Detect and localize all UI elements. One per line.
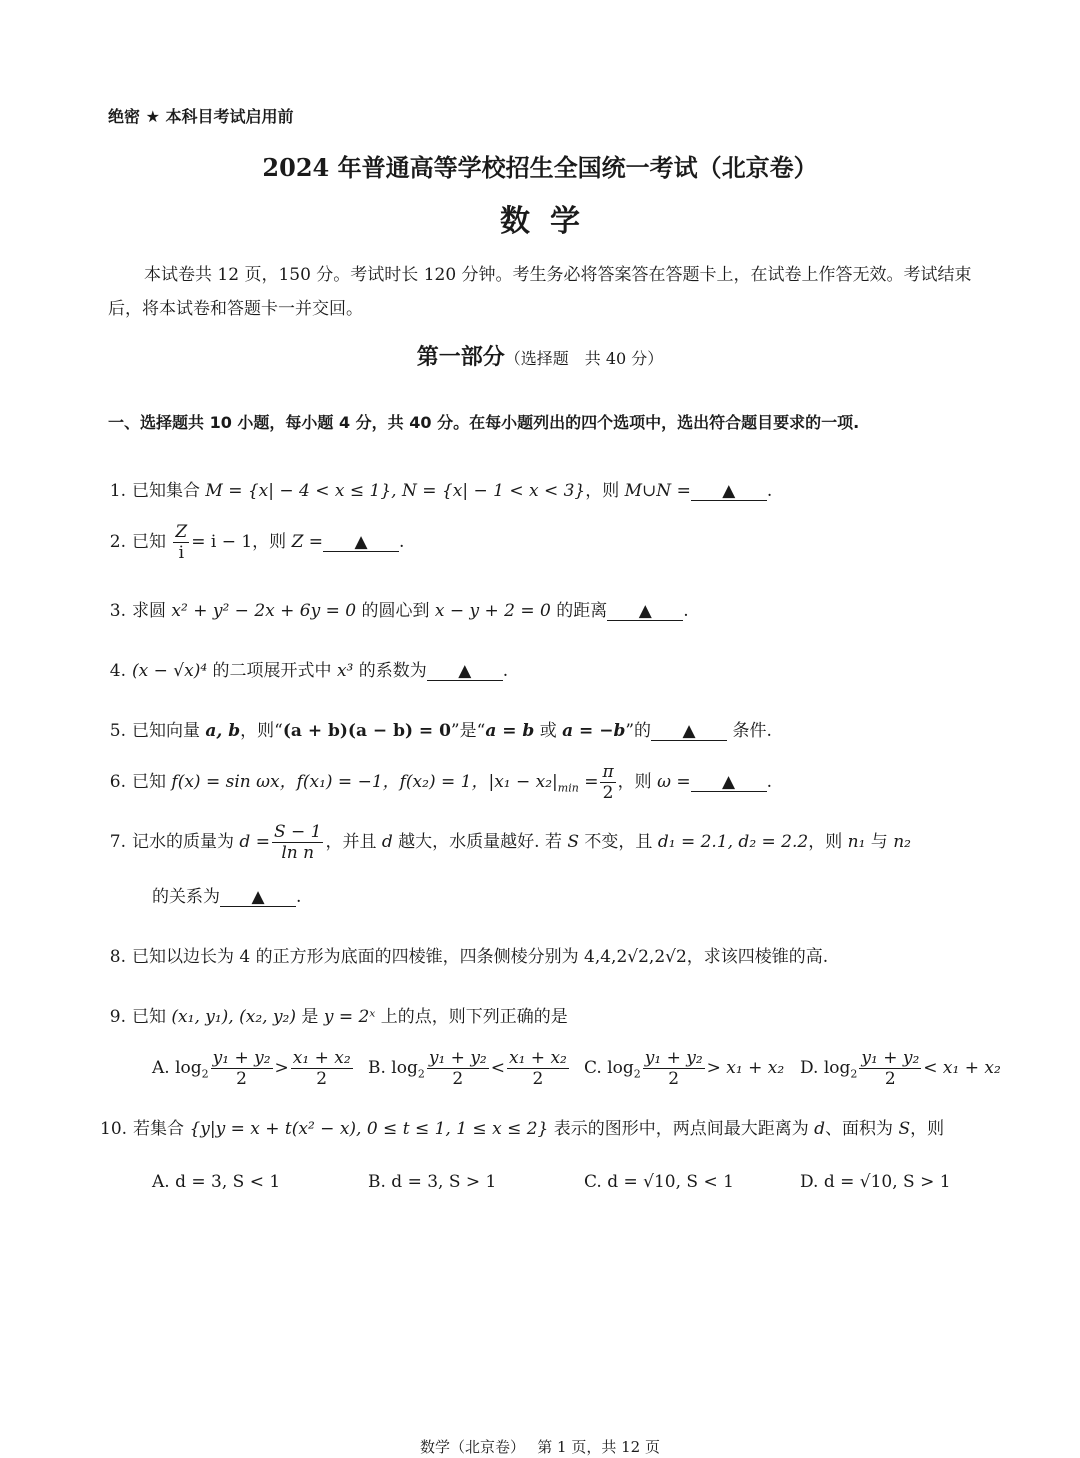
part-title: 第一部分 <box>416 345 505 370</box>
answer-blank[interactable]: ▲ <box>691 773 767 792</box>
math-expression: a = −b <box>562 721 626 741</box>
fraction-numerator: Z <box>175 522 188 542</box>
question-text: . <box>399 532 405 552</box>
question-text: 越大，水质量越好. 若 <box>392 832 568 852</box>
question-6 <box>100 762 772 803</box>
question-9 <box>100 1002 568 1027</box>
answer-blank[interactable]: ▲ <box>651 722 727 741</box>
question-text: 表示的图形中，两点间最大距离为 <box>548 1119 815 1139</box>
question-7 <box>100 822 911 863</box>
q10-option-a[interactable]: A. d = 3, S < 1 <box>152 1172 281 1192</box>
relation: > x₁ + x₂ <box>706 1058 785 1078</box>
fraction-numerator: y₁ + y₂ <box>644 1048 703 1068</box>
q9-option-b[interactable] <box>368 1048 571 1089</box>
confidential-label: 绝密 ★ 本科目考试启用前 <box>108 107 294 126</box>
question-text: . <box>766 772 772 792</box>
fraction-denominator: 2 <box>668 1069 680 1089</box>
subscript: 2 <box>417 1067 425 1081</box>
math-expression: S <box>567 832 580 852</box>
option-label: A. log <box>152 1058 202 1078</box>
question-text: 记水的质量为 <box>132 832 240 852</box>
subscript: min <box>557 781 579 795</box>
question-text: 已知 <box>132 772 172 792</box>
question-3 <box>100 596 689 621</box>
question-number: 8. <box>109 947 126 967</box>
q9-option-c[interactable] <box>584 1048 784 1089</box>
option-label: C. log <box>584 1058 634 1078</box>
answer-blank[interactable]: ▲ <box>427 662 503 681</box>
question-text: ，则 <box>617 772 658 792</box>
fraction-numerator: y₁ + y₂ <box>428 1048 487 1068</box>
question-text: 条件. <box>727 721 772 741</box>
fraction-numerator: y₁ + y₂ <box>212 1048 271 1068</box>
fraction <box>272 822 324 863</box>
fraction-denominator: 2 <box>316 1069 328 1089</box>
question-text: ，并且 <box>325 832 382 852</box>
fraction-numerator: x₁ + x₂ <box>509 1048 567 1068</box>
question-text: 与 <box>865 832 894 852</box>
exam-instructions: 本试卷共 12 页，150 分。考试时长 120 分钟。考生务必将答案答在答题卡上，在试卷上作答无效。考试结束后，将本试卷和答题卡一并交回。 <box>108 265 972 319</box>
relation: < <box>490 1058 505 1078</box>
question-text: 、面积为 <box>825 1119 899 1139</box>
fraction <box>507 1048 569 1089</box>
question-number: 4. <box>109 661 126 681</box>
math-expression: x³ <box>336 661 354 681</box>
relation: < x₁ + x₂ <box>923 1058 1001 1078</box>
math-expression: d <box>381 832 393 852</box>
question-text: 已知以边长为 4 的正方形为底面的四棱锥，四条侧棱分别为 4,4,2√2,2√2，求该四棱锥的高. <box>132 947 829 967</box>
option-label: D. log <box>800 1058 851 1078</box>
relation: > <box>274 1058 289 1078</box>
math-expression: f(x) = sin ωx，f(x₁) = −1，f(x₂) = 1，|x₁ − x₂| <box>171 772 558 792</box>
q10-option-d[interactable]: D. d = √10, S > 1 <box>800 1172 951 1192</box>
math-expression: (x₁, y₁), (x₂, y₂) <box>171 1007 297 1027</box>
fraction-numerator: π <box>602 762 614 782</box>
fraction <box>600 762 615 803</box>
fraction-numerator: y₁ + y₂ <box>861 1048 920 1068</box>
math-expression: d <box>814 1119 826 1139</box>
question-number: 9. <box>109 1007 126 1027</box>
math-expression: d = <box>239 832 270 852</box>
subject-title: 数学 <box>500 204 600 239</box>
question-number: 10. <box>100 1119 128 1139</box>
question-text: 的系数为 <box>353 661 427 681</box>
fraction <box>643 1048 705 1089</box>
math-expression: x − y + 2 = 0 <box>434 601 551 621</box>
question-text: 的二项展开式中 <box>207 661 337 681</box>
question-text: 的圆心到 <box>356 601 435 621</box>
question-text: ”是“ <box>450 721 486 741</box>
fraction-denominator: i <box>178 543 185 563</box>
question-7-line-2 <box>152 882 301 907</box>
question-10 <box>100 1114 944 1139</box>
question-text: 或 <box>534 721 563 741</box>
math-expression: Z = <box>291 532 324 552</box>
question-text: . <box>502 661 509 681</box>
fraction-denominator: ln n <box>281 843 315 863</box>
math-expression: d₁ = 2.1, d₂ = 2.2 <box>657 832 809 852</box>
question-text: ，则 <box>910 1119 945 1139</box>
question-text: . <box>296 887 302 907</box>
question-number: 6. <box>109 772 126 792</box>
math-expression: (a + b)(a − b) = 0 <box>282 721 451 741</box>
math-expression: S <box>898 1119 911 1139</box>
question-text: 已知 <box>132 1007 172 1027</box>
question-text: 已知 <box>132 532 172 552</box>
question-text: 的关系为 <box>152 887 220 907</box>
answer-blank[interactable]: ▲ <box>691 482 767 501</box>
question-4 <box>100 656 508 681</box>
fraction-denominator: 2 <box>452 1069 464 1089</box>
section-heading: 一、选择题共 10 小题，每小题 4 分，共 40 分。在每小题列出的四个选项中，选出符合题目要求的一项. <box>108 413 860 432</box>
fraction <box>291 1048 353 1089</box>
exam-title: 2024 年普通高等学校招生全国统一考试（北京卷） <box>262 153 818 182</box>
question-8 <box>100 942 828 967</box>
question-text: ，则 <box>252 532 292 552</box>
fraction <box>427 1048 489 1089</box>
question-text: ，则“ <box>240 721 283 741</box>
fraction-denominator: 2 <box>532 1069 544 1089</box>
page-footer: 数学（北京卷） 第 1 页，共 12 页 <box>420 1438 660 1456</box>
subscript: 2 <box>633 1067 641 1081</box>
question-text: ，则 <box>808 832 848 852</box>
question-text: ”的 <box>625 721 652 741</box>
math-expression: {y|y = x + t(x² − x), 0 ≤ t ≤ 1, 1 ≤ x ≤ 2} <box>189 1119 549 1139</box>
question-text: . <box>766 481 773 501</box>
math-expression: ω = <box>657 772 691 792</box>
math-expression: n₂ <box>893 832 911 852</box>
question-text: ，则 <box>585 481 625 501</box>
q10-option-c[interactable]: C. d = √10, S < 1 <box>584 1172 734 1192</box>
answer-blank[interactable]: ▲ <box>220 888 296 907</box>
question-text: 是 <box>296 1007 324 1027</box>
math-expression: a = b <box>485 721 535 741</box>
subscript: 2 <box>850 1067 858 1081</box>
question-number: 5. <box>109 721 126 741</box>
q9-option-d[interactable] <box>800 1048 1001 1089</box>
answer-blank[interactable]: ▲ <box>323 533 399 552</box>
question-text: . <box>683 601 689 621</box>
math-expression: y = 2ˣ <box>323 1007 376 1027</box>
question-number: 2. <box>109 532 126 552</box>
question-5 <box>100 716 772 741</box>
math-expression: = i − 1 <box>191 532 253 552</box>
question-number: 7. <box>109 832 126 852</box>
math-expression: n₁ <box>847 832 866 852</box>
part-note: （选择题 共 40 分） <box>504 349 664 368</box>
math-expression: M = {x| − 4 < x ≤ 1}, N = {x| − 1 < x < 3} <box>205 481 586 501</box>
answer-blank[interactable]: ▲ <box>607 602 683 621</box>
fraction <box>211 1048 273 1089</box>
option-label: B. log <box>368 1058 418 1078</box>
math-expression: M∪N = <box>624 481 691 501</box>
fraction-denominator: 2 <box>602 783 614 803</box>
question-number: 3. <box>109 601 126 621</box>
question-number: 1. <box>109 481 126 501</box>
fraction-denominator: 2 <box>236 1069 247 1089</box>
question-text: 若集合 <box>133 1119 190 1139</box>
math-expression: x² + y² − 2x + 6y = 0 <box>171 601 357 621</box>
question-text: 已知向量 <box>132 721 206 741</box>
question-1 <box>100 476 772 501</box>
math-expression: a, b <box>205 721 241 741</box>
question-text: 不变，且 <box>579 832 658 852</box>
question-text: 的距离 <box>550 601 608 621</box>
question-2 <box>100 522 404 563</box>
part-heading <box>0 340 1080 371</box>
fraction-denominator: 2 <box>884 1069 896 1089</box>
fraction <box>859 1048 921 1089</box>
question-text: 上的点，则下列正确的是 <box>375 1007 568 1027</box>
subscript: 2 <box>201 1067 209 1081</box>
question-text: 已知集合 <box>132 481 206 501</box>
fraction-numerator: x₁ + x₂ <box>292 1048 351 1068</box>
math-expression: = <box>578 772 599 792</box>
question-text: 求圆 <box>132 601 172 621</box>
q10-option-b[interactable]: B. d = 3, S > 1 <box>368 1172 497 1192</box>
fraction <box>173 522 189 563</box>
fraction-numerator: S − 1 <box>273 822 322 842</box>
math-expression: (x − √x)⁴ <box>132 661 208 681</box>
q9-option-a[interactable] <box>152 1048 355 1089</box>
